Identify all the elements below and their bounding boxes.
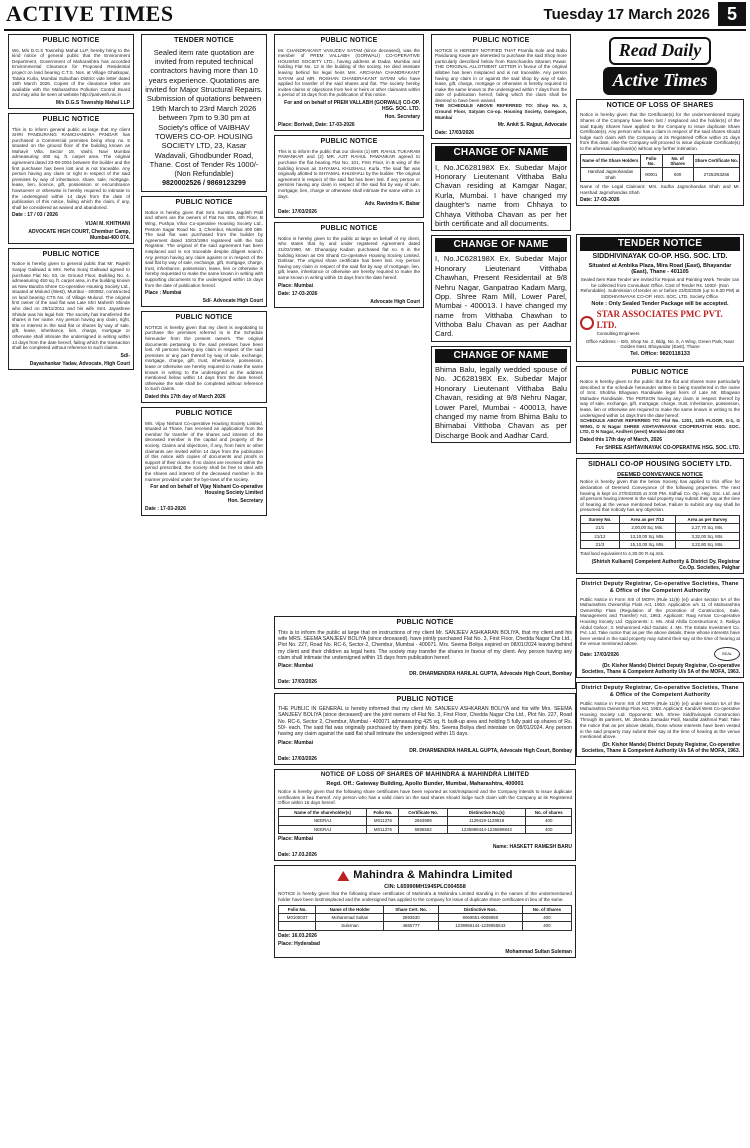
- notice-signatory: Advocate High Court: [370, 298, 420, 305]
- notice-signatory: For and on behalf of Vijay Nishant Co-operative Housing Society Limited: [150, 484, 263, 497]
- issue-date: Tuesday 17 March 2026: [543, 6, 710, 23]
- table-cell: 2893530: [384, 913, 439, 921]
- notice-title: PUBLIC NOTICE: [42, 250, 100, 258]
- table-cell: 00001: [640, 168, 662, 182]
- table-cell: NEERAJ: [279, 825, 367, 833]
- notice-title: PUBLIC NOTICE: [320, 225, 378, 233]
- notice-signatory: For and on behalf of PREM VALLABH (GORWALI) CO-OP. HSG. SOC. LTD.: [284, 99, 420, 112]
- table-cell: 400: [522, 922, 571, 930]
- table-cell: 1235899444-1235899843: [447, 825, 526, 833]
- contact-phone: 9820002526 / 9869123299: [162, 179, 246, 187]
- loss-of-shares-notice: [274, 769, 576, 861]
- notice-signatory: (Dr. Kishor Mande) District Deputy Registrar, Co-operative Societies, Thane & Competent Authority U/s 5A of the MOFA, 1963.: [581, 663, 740, 676]
- masthead: ACTIVE TIMES: [6, 0, 174, 26]
- public-notice: [274, 222, 424, 308]
- notice-date: Date: 17/03/2026: [278, 679, 317, 686]
- notice-date: Date: 17/03/2026: [278, 209, 317, 216]
- legal-claimant: Name of the Legal Claimant: Mrs. Sudha Jagmohandas Shah and Mr. Harshad Jagmohandas Shah: [580, 184, 740, 195]
- table-header-cell: No. of Shares: [662, 154, 693, 168]
- table-header-cell: Name of the shareholder(s): [279, 808, 367, 816]
- promo-line-2: Active Times: [603, 67, 718, 95]
- tender-notice: [141, 34, 267, 192]
- public-notice: [274, 616, 576, 689]
- table-row: [279, 825, 572, 833]
- change-of-name-notice: [431, 143, 571, 231]
- notice-place: Place: Mumbai: [278, 282, 314, 289]
- table-cell: 5895562: [399, 825, 447, 833]
- notice-body: I, No.JC628198X Ex. Subedar Major Honorary Lieutenant Vitthaba Chawhan, Present Residentail at 9/8 Nehru Nagar, Ganpatrao Kadam Marg, Opp. Shree Ram Mill, Lower Parel, Mumbai - 400013. I have changed my name from Vitthaba Chawhan to Vitthoba Balu Chavan as per Aadhar Card.: [435, 254, 567, 339]
- notice-date: Date: 17/03/2026: [435, 130, 474, 137]
- mofa-notice: [576, 578, 744, 678]
- company-logo-icon: [337, 871, 349, 881]
- notice-subtitle: Regd. Off.: Gateway Building, Apollo Bunder, Mumbai, Maharashtra, 400001: [326, 781, 524, 788]
- table-row: [279, 817, 572, 825]
- notice-date: Date: 17.03.2026: [278, 852, 317, 859]
- notice-date: Date: 16.03.2026: [278, 932, 317, 939]
- table-header-row: [279, 905, 572, 913]
- consultant-phone: Tel. Office: 9820118133: [630, 350, 690, 357]
- consultant-subtitle: Consulting Engineers: [596, 331, 640, 337]
- notice-place: Place: Mumbai: [278, 739, 314, 746]
- table-cell: 400: [522, 913, 571, 921]
- page-number: 5: [718, 2, 746, 26]
- notice-subtitle: DEEMED CONVEYANCE NOTICE: [617, 471, 703, 478]
- notice-title: SIDHALI CO-OP HOUSING SOCIETY LTD.: [588, 461, 732, 469]
- table-header-cell: Distinctive No.(s): [447, 808, 526, 816]
- table-cell: 15,10,00 Sq. Mts.: [619, 541, 675, 549]
- notice-body: M/s. Vijay Nishant Co-operative Housing Society Limited, situated at Thane, has received an application from the member for transfer of the shares and interest of the deceased member in the capital and property of the society. Claims and objections, if any, from heirs or other claimants are invited within 14 days from the publication of this notice with copies of documents and proofs in support of their claims. If no claims are received within the period prescribed, the society shall be free to deal with the shares and interest of the deceased member in the manner provided under the bye-laws of the society.: [145, 420, 263, 482]
- notice-signature: M/s D.G.S Township Mahal LLP: [55, 99, 130, 106]
- lower-wide-block: [274, 616, 576, 1142]
- loss-of-shares-notice: [576, 99, 744, 206]
- seal-icon: SEAL: [714, 647, 740, 661]
- notice-schedule: SCHEDULE ABOVE REFERRED TO: Flat No. 1201, 12th FLOOR, G-1, G WING, D N Nagar SHREE ASHTAVINAYAK COOPERATIVE HSG. SOC. LTD, D N Nagar, Andheri (west) Mumbai 400 053: [580, 418, 740, 435]
- table-cell: Mohammad Sultan: [316, 913, 384, 921]
- notice-body: Notice is hereby given that the following share certificates have been reported as lost/misplaced and the Company intends to issue duplicate certificates in lieu thereof. Any person who has a valid claim on the said shares should lodge such claim with the Company at its Registered Office within 15 days hereof.: [278, 789, 572, 806]
- table-cell: 2663989: [399, 817, 447, 825]
- notice-signatory: (Shirish Kulkarni) Competent Authority & District Dy. Registrar Co.Op. Societies, Palghar: [591, 559, 740, 572]
- table-header-cell: Folio No.: [640, 154, 662, 168]
- notice-signatory: Dayashankar Yadav, Advocate, High Court: [29, 360, 130, 367]
- notice-signatory: DR. DHARMENDRA HARILAL GUPTA, Advocate High Court, Bombay: [409, 671, 572, 678]
- table-header-row: [279, 808, 572, 816]
- table-header-cell: Survey No.: [581, 515, 620, 523]
- public-notice: [8, 248, 134, 370]
- tender-note: Note : Only Sealed Tender Package will be accepted.: [591, 300, 729, 307]
- notice-signatory: Adv. Ravindra K. Babar: [364, 201, 420, 208]
- table-row: [581, 168, 740, 182]
- notice-place: Place: Borivali, Date: 17-03-2026: [278, 122, 355, 129]
- table-cell: 400: [526, 817, 572, 825]
- notice-signatory: VIJAI M. KHITHANI: [85, 220, 130, 227]
- table-header-cell: Name of the Holder: [316, 905, 384, 913]
- notice-body: Notice is hereby given to the public that the flat and shares more particularly described in the schedule hereunder written is being transferred in the name of Smt. Shobha Bhagwan Randiwale legal heirs of Late Mr. Bhagwan Mahadev Randiwale. The PERSON having any claim in respect thereof by way of sale, exchange, gift, mortgage, charge, trust, inheritance, possession, lease, lien or otherwise are required to make the same known in writing to the undersigned within 14 days from the date hereof.: [580, 379, 740, 418]
- notice-address: ADVOCATE HIGH COURT, Chembur Camp, Mumbai-400 074.: [28, 228, 130, 241]
- company-cin: CIN: L65990MH1945PLC004558: [384, 883, 466, 890]
- company-name: Mahindra & Mahindra Limited: [353, 869, 513, 882]
- notice-title: NOTICE OF LOSS OF SHARES OF MAHINDRA & MAHINDRA LIMITED: [320, 772, 530, 779]
- column-5-lower: [576, 234, 744, 1142]
- consultant-name: STAR ASSOCIATES PMC PVT. LTD.: [596, 309, 723, 331]
- notice-body: Notice is hereby given that the below Society has applied to this office for declaration of Deemed Conveyance of the following properties. The next hearing is kept on 27/04/2026 at 3:00 PM. Sidhali Co. Op. Hsg. Soc. Ltd. and all persons having interest in the said property may submit their say at the time of hearing at the venue mentioned below. Failure to submit any say shall be presumed that nobody has any objection.: [580, 479, 740, 513]
- table-header-cell: Folio No.: [279, 905, 316, 913]
- table-cell: 2,27,70 Sq. Mts.: [675, 524, 739, 532]
- notice-title: PUBLIC NOTICE: [175, 199, 233, 207]
- change-of-name-notice: [431, 235, 571, 342]
- notice-date: Dated this 17th day of March 2026: [145, 394, 226, 400]
- page-header: [0, 0, 750, 28]
- notice-signatory: For SHREE ASHTAVINAYAK CO-OPERATIVE HSG. SOC. LTD.: [595, 445, 740, 452]
- shares-table: [580, 154, 740, 183]
- notice-body: Public Notice in Form XIII of MOFA (Rule 11(9) (e)) under section 5A of the Maharashtra Ownership Flats Act, 1963. Applicant: Kandivli West Co-operative Housing Society Ltd. Opponents: M/s. Shree Siddhivinayak Construction Through its partners, Mr. Jitendra Zamadar Patil, Nandlal Jakhmal Patil. Take the notice that as per above details, those whose interests have been vested in the said property may submit their say at the time of hearing at the venue mentioned above.: [580, 700, 740, 740]
- notice-title: CHANGE OF NAME: [435, 146, 567, 160]
- notice-sd: Sd/-: [120, 352, 130, 359]
- table-row: [581, 524, 740, 532]
- notice-body: NOTICE is hereby given that my client is negotiating to purchase the premises referred to in the Schedule hereunder from the present owners. The original documents pertaining to the said premises have been lost. All persons having any claim in respect of the said premises or any part thereof by way of sale, exchange, mortgage, charge, gift, trust, inheritance, possession, lease or otherwise are hereby required to make the same known in writing to the undersigned at the address mentioned below within 14 days from the date hereof, otherwise the sale shall be completed without reference to such claims.: [145, 324, 263, 392]
- table-cell: 21/3: [581, 541, 620, 549]
- notice-body: NOTICE is hereby given that the following share certificates of Mahindra & Mahindra Limited standing in the names of the undermentioned holder have been lost/misplaced and the undersigned has applied to the company for issue of duplicate share certificates in lieu of the same.: [278, 891, 572, 902]
- column-2: [141, 34, 267, 1142]
- notice-signatory: DR. DHARMENDRA HARILAL GUPTA, Advocate High Court, Bombay: [409, 747, 572, 754]
- notice-signatory: Mohammad Sultan Suleman: [505, 948, 572, 955]
- public-notice: [8, 34, 134, 109]
- notice-schedule: THE SCHEDULE ABOVE REFERRED TO: Shop No. 3, Ground Floor, Satyam Co-op. Housing Society, Goregaon, Mumbai: [435, 103, 567, 120]
- notice-body: Notice is hereby given to general public that Mr. Rajesh Sanjay Gaikwad & Mrs. Neha Suraj Gaikwad agreed to purchase Flat No. 03, on Ground Floor, Building No. 4, admeasuring 450 sq. ft. carpet area, in the building known as New Bandra Shree Co-operative Housing Society Ltd., situated at Mulund (West), Mumbai - 400082, constructed on land bearing CTS No. of Village Mulund. The original first owner of the said flat was Late Shri Mahesh Shinde who died on 28/11/2011 and his wife Smt. Jayashree Shinde was his legal heir. The society has transferred the shares in her name. Any person having any claim, right, title or interest in the said flat or shares by way of sale, gift, lease, inheritance, lien, charge, mortgage or otherwise shall intimate the undersigned in writing within 14 days from the date hereof, failing which the transaction shall be completed without reference to such claims.: [12, 261, 130, 351]
- deemed-conveyance-notice: [576, 458, 744, 574]
- notice-title: NOTICE OF LOSS OF SHARES: [606, 101, 714, 109]
- header-rule: [4, 29, 746, 31]
- table-header-row: [581, 515, 740, 523]
- society-name: SIDDHIVINAYAK CO-OP. HSG. SOC. LTD.: [592, 253, 728, 261]
- notice-signatory: Sd/- Advocate High Court: [202, 298, 263, 305]
- notice-signatory: Name: HASKETT RAMESH BARU: [492, 844, 572, 851]
- column-5: [576, 34, 744, 228]
- notice-title: CHANGE OF NAME: [435, 349, 567, 363]
- public-notice: [8, 113, 134, 244]
- public-notice: [431, 34, 571, 139]
- notice-place: Place: Mumbai: [278, 835, 314, 842]
- table-header-cell: Name of the Share Holders: [581, 154, 641, 168]
- column-4: [431, 34, 571, 608]
- tender-notice: [576, 234, 744, 362]
- notice-date: Date: 17/03/2026: [580, 651, 619, 658]
- table-cell: [279, 922, 316, 930]
- notice-role: Hon. Secretary: [227, 498, 263, 505]
- notice-body: Notice is hereby given that the Certificate(s) for the undermentioned Equity Shares of the Company have been lost / misplaced and the holder(s) of the said Equity Shares have applied to the Company to issue duplicate Share Certificate(s). Any person who has a claim in respect of the said shares should lodge such claim with the Company at its Registered Office within 21 days from this date, else the Company will proceed to issue duplicate Certificate(s) to the aforesaid applicant(s) without any further intimation.: [580, 112, 740, 151]
- consultant-logo: [580, 309, 740, 336]
- table-cell: Suleman: [316, 922, 384, 930]
- table-header-cell: Area as per 7/12: [619, 515, 675, 523]
- total-land: Total land equivalent to 4,30.00 R.sq.mts.: [580, 551, 665, 557]
- table-cell: 2,00,00 Sq. Mts.: [619, 524, 675, 532]
- table-cell: 400: [526, 825, 572, 833]
- table-cell: M011376: [367, 817, 399, 825]
- public-notice: [274, 135, 424, 218]
- table-row: [581, 541, 740, 549]
- notice-body: This is to inform the public that our clients (1) MR. RAHUL TUKARAM PAWANKAR and (2) MR. AJIT RAHUL PAWANKAR agreed to purchase the flat bearing Flat No. 101, First Floor, in B wing of the building known as SHYAMAL KHUSHALI, Kurla. The said flat was originally allotted to SHYAMAL KHUSHALI by the builder. The original agreement in respect of the said flat has been lost. If any person or persons having any claim in respect of the said flat by way of sale, mortgage, lien, charge or otherwise shall intimate the same within 14 days.: [278, 148, 420, 199]
- table-row: [279, 922, 572, 930]
- society-address: Situated at Ambika Plaza, Mira Road (East), Bhayandar (East), Thane - 401105: [588, 262, 732, 276]
- change-of-name-notice: [431, 346, 571, 443]
- notice-title: District Deputy Registrar, Co-operative Societies, Thane & Office of the Competent Authority: [581, 581, 739, 594]
- notice-body: Public Notice in Form XIII of MOFA (Rule 11(9) (e)) under section 5A of the Maharashtra Ownership Flats Act, 1963. Application u/s 11 of Maharashtra Ownership Flats (Regulation of the promotion of Construction, Sale, Management and Transfer) Act, 1963. Applicant: Raaj Arman Co-operative Housing Society Ltd. Opponents: 1. Ms. Abid Ahilla Constructions; 2. Rabiya Abdul Gafoor; 3. Mohammed Abid Gazale; 4. Ms. The Estate Investment Co. Pvt. Ltd. Take notice that as per the above details, these whose interests have been vested in the said property may submit their say at the time of hearing at the venue mentioned above.: [580, 596, 740, 647]
- notice-date: Dated this 17th day of March, 2026: [580, 436, 662, 443]
- public-notice: [576, 366, 744, 455]
- notice-title: PUBLIC NOTICE: [472, 37, 530, 44]
- notice-body: This is to inform the public at large that on instructions of my client Mr. SANJEEV ASHKARAN BOLIYA, that my client and his wife MRS. SEEMA SANJEEV BOLIYA (since deceased), have jointly purchased Flat No. 3, First Floor, Chedda Nagar Chs Ltd., Plot No. 227, Road No. RC-6, Sector-2, Chembur, Mumbai - 400071. Mrs. Seema Boliya expired on 08/01/2024 leaving behind my client and their children as legal heirs. The society may transfer the shares in favour of my client. Any person having any claim shall intimate the undersigned within 15 days from publication hereof.: [278, 629, 572, 661]
- table-header-cell: Distinctive Nos.: [438, 905, 522, 913]
- table-header-cell: Share Cert. No.: [384, 905, 439, 913]
- table-header-cell: Share Certificate No.: [693, 154, 739, 168]
- notice-date: Date: 17-03-2026: [278, 290, 318, 297]
- table-cell: NEERAJ: [279, 817, 367, 825]
- notice-title: PUBLIC NOTICE: [396, 619, 454, 626]
- table-cell: 21/1: [581, 524, 620, 532]
- notice-title: PUBLIC NOTICE: [175, 410, 233, 418]
- notice-title: PUBLIC NOTICE: [42, 115, 100, 123]
- notice-title: CHANGE OF NAME: [435, 238, 567, 252]
- table-row: [279, 913, 572, 921]
- notice-title: TENDER NOTICE: [580, 237, 740, 251]
- company-notice: [274, 865, 576, 958]
- notice-signatory: (Dr. Kishor Mande) District Deputy Registrar, Co-operative Societies, Thane & Competent Authority U/s 5A of the MOFA, 1963.: [581, 741, 740, 754]
- table-cell: 1129419-1129818: [447, 817, 526, 825]
- notice-date: Date: 17-03-2026: [580, 197, 620, 204]
- notice-body: Bhima Balu, legally wedded spouse of No. JC628198X Ex. Subedar Major Honorary Lieutenant Vitthaba Balu Chavan, residing at 9/8 Nehru Nagar, Lower Parel, Mumbai - 400013, have changed my name from Bhima Balu to Bhimabai Vitthoba Chavan as per Discharge Book and Aadhar Card.: [435, 365, 567, 440]
- notice-title: PUBLIC NOTICE: [320, 138, 378, 146]
- table-row: [581, 532, 740, 540]
- public-notice: [141, 311, 267, 403]
- notice-title: PUBLIC NOTICE: [396, 695, 454, 703]
- notice-signatory: Mr. Ankit S. Rajput, Advocate: [497, 122, 567, 129]
- notice-title: PUBLIC NOTICE: [42, 37, 100, 44]
- notice-title: PUBLIC NOTICE: [320, 37, 378, 44]
- notice-title: PUBLIC NOTICE: [175, 314, 233, 322]
- table-cell: Harshad Jagmohandas Shah: [581, 168, 641, 182]
- notice-date: Date : 17 / 03 / 2026: [12, 212, 58, 219]
- table-header-cell: No. of Shares: [522, 905, 571, 913]
- read-daily-promo: [576, 34, 744, 99]
- table-cell: 27253/63256: [693, 168, 739, 182]
- table-cell: 9069551-9069950: [438, 913, 522, 921]
- table-header-cell: Area as per Survey: [675, 515, 739, 523]
- notice-body: Notice is hereby given that Smt. Sumitra Jagdish Patil and others are the owners of Flat No. 605, 6th Floor, B Wing, Pushpa Vihar Co-operative Housing Society Ltd., Pestom Sagar Road No. 3, Chembur, Mumbai 400 089. The said flat was purchased from the builder by Agreement dated 10/03/1994 registered with the Sub Registrar. The original of the said agreement has been misplaced and is not traceable despite diligent search. Any person having any claim against or in respect of the said flat by way of sale, exchange, gift, mortgage, charge, trust, inheritance, possession, lease, lien or otherwise is hereby requested to make the same known in writing with supporting documents to the undersigned within 15 days from the date of publication hereof.: [145, 209, 263, 288]
- column-3: [274, 34, 424, 608]
- column-1: [8, 34, 134, 1142]
- public-notice: [141, 196, 267, 307]
- notice-place: Place: Mumbai: [278, 663, 314, 670]
- notice-place: Place : Mumbai: [145, 290, 182, 297]
- consultant-logo-icon: [580, 316, 594, 330]
- notice-body: Mr. CHANDRAKANT VASUDEV SATAM (since deceased), was the member of PREM VALLABH (GORWALI) CO-OPERATIVE HOUSING SOCIETY LTD., having address at Dadar, Mumbai and holding Flat No. 12 in the building of the society. He died intestate leaving behind his legal heirs Mrs. ARCHANA CHANDRAKANT SATAM and MR. ROSHAN CHANDRAKANT SATAM who have applied for transfer of the said shares and flat. The society hereby invites claims or objections from heir or heirs or other claimants within a period of 15 days from the publication of this notice.: [278, 47, 420, 98]
- promo-line-1: Read Daily: [609, 37, 712, 65]
- notice-title: PUBLIC NOTICE: [631, 368, 689, 376]
- survey-table: [580, 515, 740, 550]
- table-cell: 4865777: [384, 922, 439, 930]
- table-header-cell: Certificate No.: [399, 808, 447, 816]
- notice-body: We, M/s D.G.S Township Mahal LLP, hereby bring to the kind notice of general public that the Environment Department, Government of Maharashtra has accorded Environmental Clearance for Proposed Residential project on land bearing C.T.S. Nos. at Village Ghatkopar, Taluka Kurla, Mumbai Suburban District vide letter dated 16th March 2026. Copies of the clearance letter are available with the Maharashtra Pollution Control Board and may also be seen at website http://parivesh.nic.in: [12, 47, 130, 98]
- company-logo: [278, 869, 572, 882]
- notice-body: This is to inform general public at large that my client SHRI PANDURANG RAMCHANDRA PANDAR has purchased a Commercial premises being shop no. 5 situated on the ground floor of the building known as Mahavir Villa, Sector 19, Vashi, Navi Mumbai admeasuring 400 sq. ft. carpet area. The original agreement dated 23-08-2004 between the builder and the first purchaser has been lost and is not traceable. Any person having any claim or right in respect of the said premises by way of inheritance, share, sale, mortgage, lease, lien, licence, gift, possession or encumbrance howsoever or otherwise is hereby required to intimate to the undersigned within 14 days from the date of publication of this notice, failing which the claim, if any, shall be considered as waived and abandoned.: [12, 126, 130, 210]
- shares-table: [278, 808, 572, 834]
- table-header-cell: No. of shares: [526, 808, 572, 816]
- public-notice: [141, 407, 267, 515]
- public-notice: [274, 34, 424, 131]
- table-cell: M011376: [367, 825, 399, 833]
- table-cell: 1239955144-1239955543: [438, 922, 522, 930]
- consultant-office: Office Address :- B/6, Shop No. 2, Bldg. No. 6, A Wing, Green Park, Near Golden Nest, Bhayandar (East), Thane: [585, 338, 735, 350]
- notice-role: Hon. Secretary: [384, 114, 420, 121]
- public-notice: [274, 693, 576, 766]
- shares-table: [278, 905, 572, 931]
- table-header-cell: Folio No.: [367, 808, 399, 816]
- table-header-row: [581, 154, 740, 168]
- notice-body: Sealed Item Rate Tender are invited for Repair and Painting Work. Tender can be collected from Consultant Office. Cost of Tender Rs. 1500/- (Non Refundable). Submission of tender on or before 23/03/2026 (up to 5.00 PM) at SIDDHIVINAYAK CO-OP. HSG. SOC. LTD. Society Office.: [580, 277, 740, 299]
- notice-title: District Deputy Registrar, Co-operative Societies, Thane & Office of the Competent Authority: [581, 685, 739, 698]
- notice-body: Sealed item rate quotation are invited from reputed technical contractors having more than 10 years experience. Quotations are invited for Major Structural Repairs. Submission of quotations between 19th March to 23rd March 2026 between 7pm to 9.30 pm at Society's office of VAIBHAV TOWERS CO-OP. HOUSING SOCIETY LTD, 23, Kasar Wadavali, Ghodbunder Road, Thane. Cost of Tender Rs 1000/- (Non Refundable): [145, 47, 263, 179]
- table-cell: 3,22,80 Sq. Mts.: [675, 541, 739, 549]
- notice-body: Notice is hereby given to the public at large on behalf of my client, who states that by and under registered Agreement dated 21/02/1990, Mr. Dhananjay Kadam purchased flat no. 6 in the building known as Om Shanti Co-operative Housing Society Limited, Dahisar. The original share certificate has been lost. Any person having any claim in respect of the said flat by way of mortgage, lien, gift, lease, inheritance or otherwise are hereby required to make the same known in writing within 15 days from the date hereof.: [278, 235, 420, 280]
- mofa-notice: [576, 682, 744, 757]
- table-cell: 600: [662, 168, 693, 182]
- notice-body: I, No.JC628198X Ex. Subedar Major Honorary Lieutenant Vitthaba Balu Chavan residing at Kamgar Nagar, Kurla, Mumbai. I have changed my daughter's name from Chhaya to Chhaya Vitthoba Chavan as per her birth certificate and all documents.: [435, 162, 567, 228]
- table-cell: 21/12: [581, 532, 620, 540]
- table-cell: M0100037: [279, 913, 316, 921]
- notice-date: Date: 17/03/2026: [278, 755, 317, 762]
- notice-body: NOTICE is HEREBY NOTIFIED THAT Pramila Sole and Babu Pandurang Kowe are interested to purchase the said Shop more particularly described below from Ramchandra Sitaram Pawar. THE ORIGINAL ALLOTMENT LETTER in favour of the original allottee has been misplaced and is not traceable. Any person having any claim in or against the said shop by way of sale, lease, gift, charge, mortgage or otherwise is hereby required to make the same known to the undersigned within 7 days from the date of publication hereof, failing which the claim shall be deemed to have been waived.: [435, 47, 567, 103]
- notice-title: TENDER NOTICE: [174, 37, 234, 44]
- table-cell: 13,10,00 Sq. Mts.: [619, 532, 675, 540]
- notice-body: THE PUBLIC IN GENERAL is hereby informed that my client Mr. SANJEEV ASHKARAN BOLIYA and his wife Mrs. SEEMA SANJEEV BOLIYA (since deceased) are the joint owners of Flat No. 3, First Floor, Chedda Nagar Chs Ltd., Plot No. 227, Road No. RC-6, Sector 2, Chembur, Mumbai - 400071 admeasuring 425 sq. ft. built-up area and holding 5 fully paid up shares of Rs. 50/- each. The said flat was originally purchased by them jointly. Mrs. Seema Boliya died intestate on 08/01/2024. Any person having any claim against the said flat shall intimate the undersigned within 15 days.: [278, 706, 572, 738]
- table-cell: 3,32,00 Sq. Mts.: [675, 532, 739, 540]
- notice-date: Date : 17-03-2026: [145, 506, 186, 513]
- notice-place: Place: Hyderabad: [278, 940, 320, 947]
